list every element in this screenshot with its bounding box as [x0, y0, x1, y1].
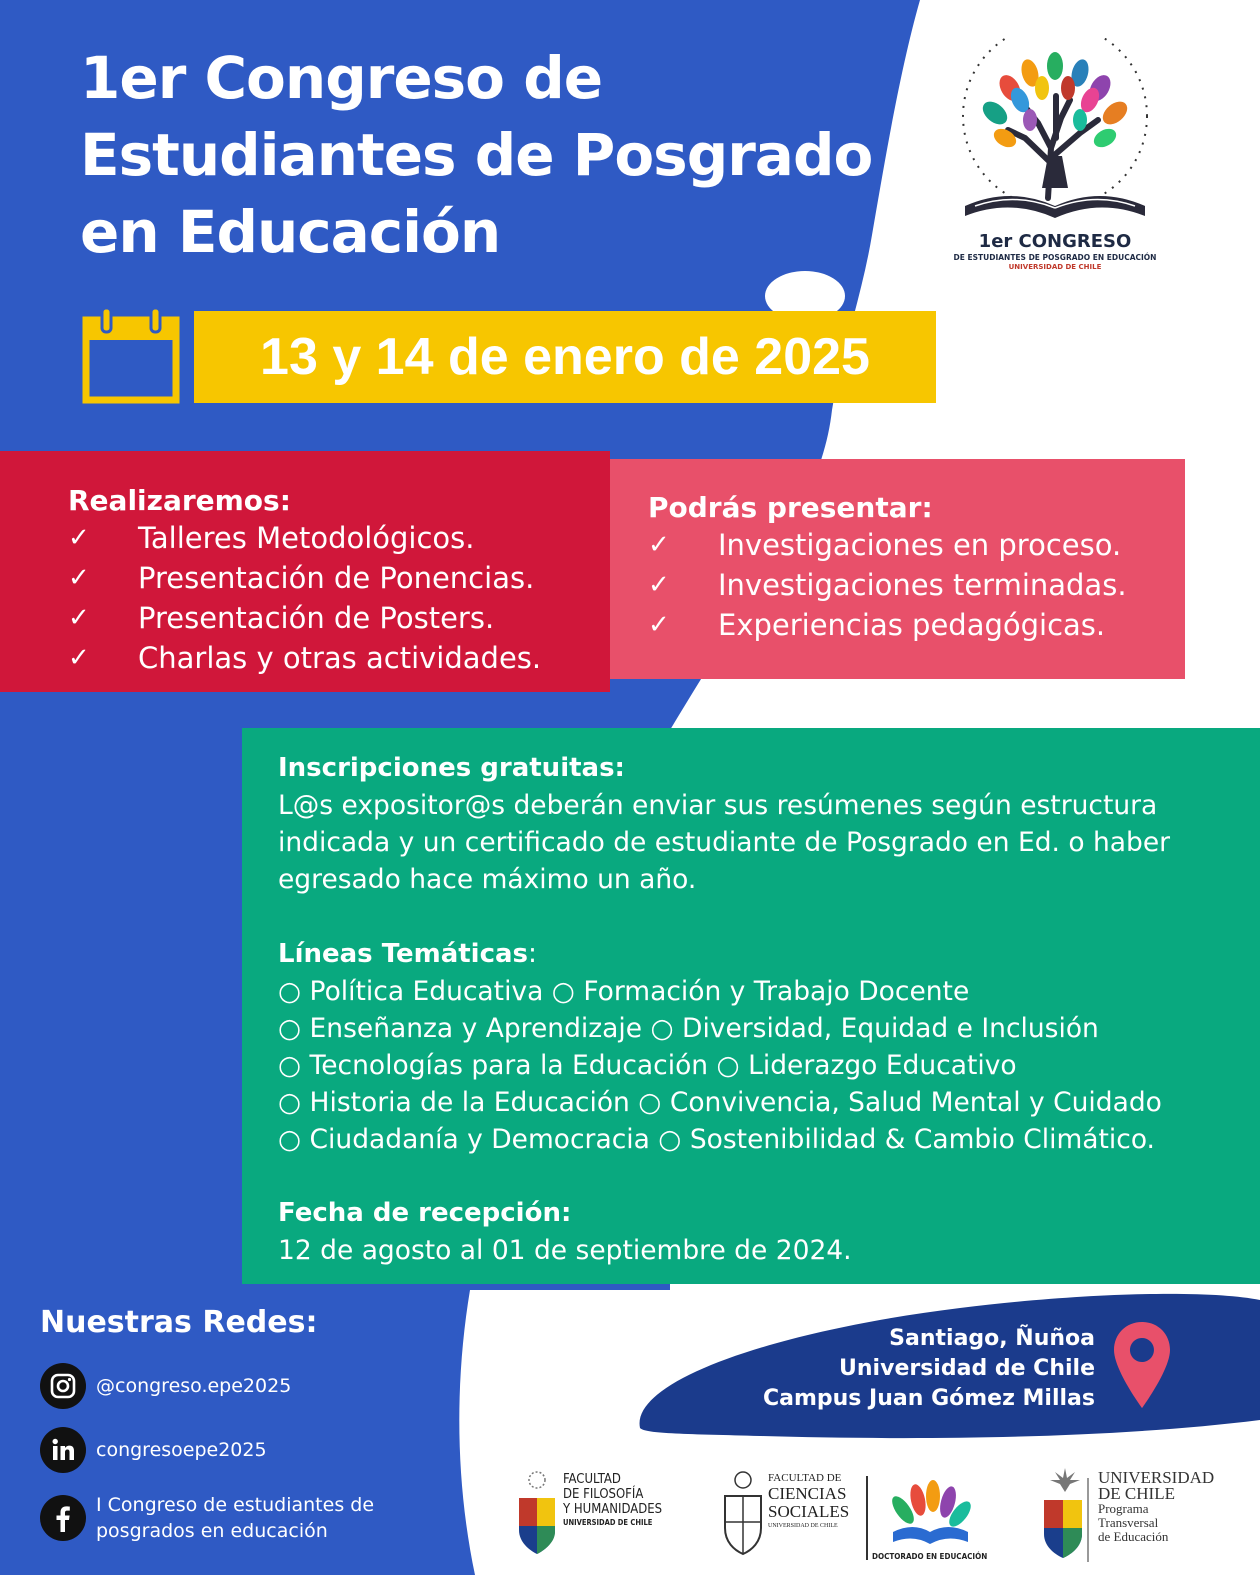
list-item-text: Presentación de Ponencias. — [138, 561, 535, 595]
list-item — [68, 558, 610, 598]
lineas-heading-text: Líneas Temáticas — [278, 939, 529, 969]
recepcion-heading: Fecha de recepción: — [278, 1198, 572, 1228]
uchile-line-1: UNIVERSIDAD — [1098, 1468, 1215, 1487]
info-box — [242, 728, 1260, 1284]
inscripciones-line-3: egresado hace máximo un año. — [278, 864, 697, 895]
event-title-line-2: Estudiantes de Posgrado — [80, 121, 873, 189]
realizaremos-box — [0, 451, 610, 692]
lineas-heading-colon: : — [528, 938, 537, 969]
tree-book-icon — [930, 38, 1180, 228]
filosofia-line-2: DE FILOSOFÍA — [563, 1487, 644, 1502]
calendar-icon — [82, 308, 180, 404]
podras-presentar-heading: Podrás presentar: — [648, 491, 933, 524]
instagram-icon — [40, 1363, 86, 1409]
inscripciones-line-1: L@s expositor@s deberán enviar sus resúmenes según estructura — [278, 790, 1158, 821]
facebook-page-line-2: posgrados en educación — [96, 1520, 328, 1542]
map-pin-icon — [1112, 1320, 1172, 1412]
location-university: Universidad de Chile — [839, 1356, 1095, 1381]
list-item — [648, 565, 1185, 605]
check-icon: ✓ — [648, 610, 670, 640]
linkedin-link[interactable] — [40, 1427, 267, 1473]
ciencias-sociales-logo — [722, 1462, 872, 1572]
event-location — [700, 1324, 1095, 1414]
instagram-handle: @congreso.epe2025 — [96, 1375, 292, 1397]
filosofia-humanidades-logo — [515, 1462, 675, 1572]
facebook-page — [96, 1492, 374, 1544]
redes-heading: Nuestras Redes: — [40, 1305, 318, 1340]
filosofia-line-1: FACULTAD — [563, 1472, 621, 1487]
list-item — [648, 605, 1185, 645]
list-item — [648, 525, 1185, 565]
realizaremos-list — [68, 518, 610, 678]
event-title-line-1: 1er Congreso de — [80, 44, 603, 112]
lineas-heading — [278, 935, 1260, 973]
sociales-line-4: UNIVERSIDAD DE CHILE — [768, 1523, 838, 1529]
check-icon: ✓ — [648, 530, 670, 560]
list-item — [68, 518, 610, 558]
lineas-line-2: ○ Enseñanza y Aprendizaje ○ Diversidad, Equidad e Inclusión — [278, 1013, 1099, 1044]
list-item-text: Investigaciones en proceso. — [718, 528, 1122, 562]
logo-title: 1er CONGRESO — [978, 231, 1132, 252]
list-item-text: Charlas y otras actividades. — [138, 641, 542, 675]
recepcion-date: 12 de agosto al 01 de septiembre de 2024. — [278, 1235, 852, 1266]
instagram-link[interactable] — [40, 1363, 291, 1409]
uchile-programa-logo — [1040, 1462, 1215, 1572]
list-item-text: Talleres Metodológicos. — [138, 521, 475, 555]
uchile-crest-icon — [1040, 1466, 1090, 1564]
facebook-link[interactable] — [40, 1492, 374, 1544]
linkedin-icon — [40, 1427, 86, 1473]
sociales-line-1: FACULTAD DE — [768, 1472, 842, 1484]
inscripciones-line-2: indicada y un certificado de estudiante de Posgrado en Ed. o haber — [278, 827, 1171, 858]
podras-presentar-list — [648, 525, 1185, 645]
open-book-icon — [878, 1480, 978, 1550]
doctorado-educacion-logo — [866, 1462, 986, 1572]
list-item-text: Experiencias pedagógicas. — [718, 608, 1106, 642]
list-item-text: Investigaciones terminadas. — [718, 568, 1127, 602]
filosofia-line-4: UNIVERSIDAD DE CHILE — [563, 1518, 653, 1527]
linkedin-handle: congresoepe2025 — [96, 1439, 267, 1461]
logo-university: UNIVERSIDAD DE CHILE — [1008, 263, 1102, 271]
uchile-line-2: DE CHILE — [1098, 1484, 1175, 1503]
logo-subtitle: DE ESTUDIANTES DE POSGRADO EN EDUCACIÓN — [953, 253, 1157, 262]
event-title — [80, 40, 900, 271]
lineas-line-3: ○ Tecnologías para la Educación ○ Liderazgo Educativo — [278, 1050, 1017, 1081]
lineas-line-1: ○ Política Educativa ○ Formación y Trabajo Docente — [278, 976, 970, 1007]
check-icon: ✓ — [68, 523, 90, 553]
list-item-text: Presentación de Posters. — [138, 601, 495, 635]
location-city: Santiago, Ñuñoa — [889, 1326, 1095, 1351]
check-icon: ✓ — [68, 563, 90, 593]
lineas-line-5: ○ Ciudadanía y Democracia ○ Sostenibilidad & Cambio Climático. — [278, 1124, 1155, 1155]
sociales-line-2: CIENCIAS — [768, 1484, 847, 1503]
university-crest-icon — [515, 1470, 559, 1560]
doctorado-label: DOCTORADO EN EDUCACIÓN — [872, 1552, 988, 1561]
event-date: 13 y 14 de enero de 2025 — [260, 328, 870, 386]
event-date-banner — [194, 311, 936, 403]
lineas-line-4: ○ Historia de la Educación ○ Convivencia, Salud Mental y Cuidado — [278, 1087, 1162, 1118]
list-item — [68, 598, 610, 638]
ciencias-sociales-crest-icon — [722, 1470, 764, 1560]
check-icon: ✓ — [648, 570, 670, 600]
check-icon: ✓ — [68, 603, 90, 633]
congress-logo — [930, 38, 1180, 278]
facebook-icon — [40, 1495, 86, 1541]
event-title-line-3: en Educación — [80, 198, 501, 266]
podras-presentar-box — [610, 459, 1185, 679]
facebook-page-line-1: I Congreso de estudiantes de — [96, 1494, 375, 1516]
uchile-line-3: Programa — [1098, 1501, 1149, 1516]
uchile-line-5: de Educación — [1098, 1529, 1169, 1544]
realizaremos-heading: Realizaremos: — [68, 484, 291, 517]
location-campus: Campus Juan Gómez Millas — [762, 1386, 1095, 1411]
list-item — [68, 638, 610, 678]
uchile-line-4: Transversal — [1098, 1515, 1159, 1530]
check-icon: ✓ — [68, 643, 90, 673]
inscripciones-heading: Inscripciones gratuitas: — [278, 753, 625, 783]
filosofia-line-3: Y HUMANIDADES — [563, 1502, 663, 1517]
sociales-line-3: SOCIALES — [768, 1502, 850, 1521]
